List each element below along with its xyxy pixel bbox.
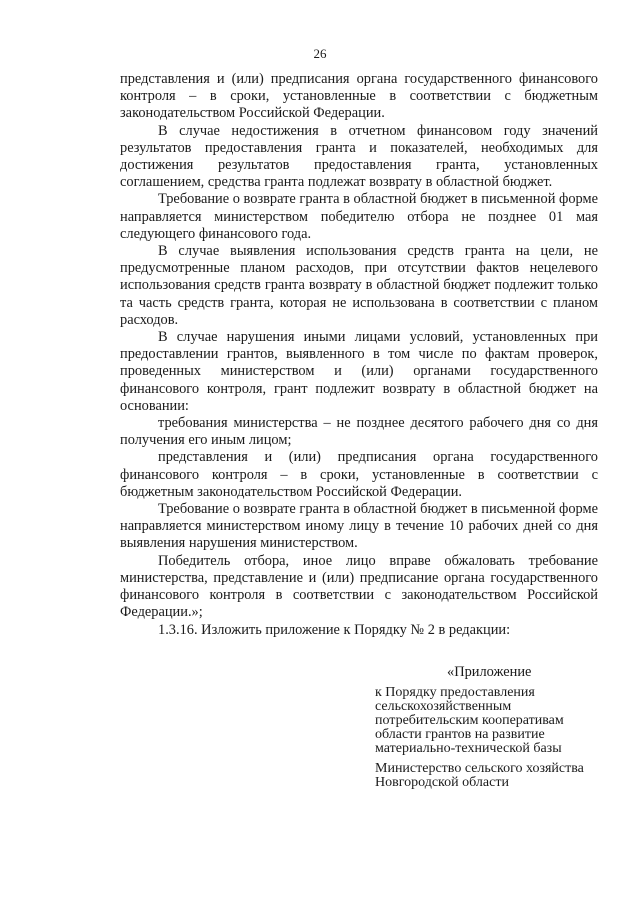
paragraph-8: Требование о возврате гранта в областной бюджет в письменной форме направляется министерством иному лицу в течение 10 рабочих дней со дня выявления нарушения министерством. [120,501,598,552]
paragraph-4: В случае выявления использования средств гранта на цели, не предусмотренные планом расходов, при отсутствии фактов нецелевого использования средств гранта возврату в областной бюджет подлежит только та часть средств гранта, которая не использована в соответствии с планом расходов. [120,243,598,328]
paragraph-7: представления и (или) предписания органа государственного финансового контроля – в сроки, установленные в соответствии с бюджетным законодательством Российской Федерации. [120,449,598,500]
paragraph-2: В случае недостижения в отчетном финансовом году значений результатов предоставления гранта и показателей, необходимых для достижения результатов предоставления гранта, установленных соглашением, средства гранта подлежат возврату в областной бюджет. [120,122,598,191]
appendix-reference: к Порядку предоставления сельскохозяйственным потребительским кооперативам области грантов на развитие материально-технической базы [375,685,564,756]
paragraph-5: В случае нарушения иными лицами условий, установленных при предоставлении грантов, выявленного в том числе по фактам проверок, проведенных министерством и (или) органами государственного финансового контроля, грант подлежит возврату в областной бюджет на основании: [120,329,598,414]
page-number: 26 [313,46,327,61]
paragraph-1: представления и (или) предписания органа государственного финансового контроля – в сроки, установленные в соответствии с бюджетным законодательством Российской Федерации. [120,71,598,122]
paragraph-3: Требование о возврате гранта в областной бюджет в письменной форме направляется министерством победителю отбора не позднее 01 мая следующего финансового года. [120,191,598,242]
body-text [120,71,598,639]
paragraph-6: требования министерства – не позднее десятого рабочего дня со дня получения его иным лицом; [120,415,598,449]
appendix-heading: «Приложение [447,664,532,680]
ministry-name: Министерство сельского хозяйства Новгородской области [375,761,584,790]
paragraph-10: 1.3.16. Изложить приложение к Порядку № 2 в редакции: [158,621,511,638]
paragraph-9: Победитель отбора, иное лицо вправе обжаловать требование министерства, представление и (или) предписание органа государственного финансового контроля в соответствии с законодательством Российской Федерации.»; [120,552,598,621]
